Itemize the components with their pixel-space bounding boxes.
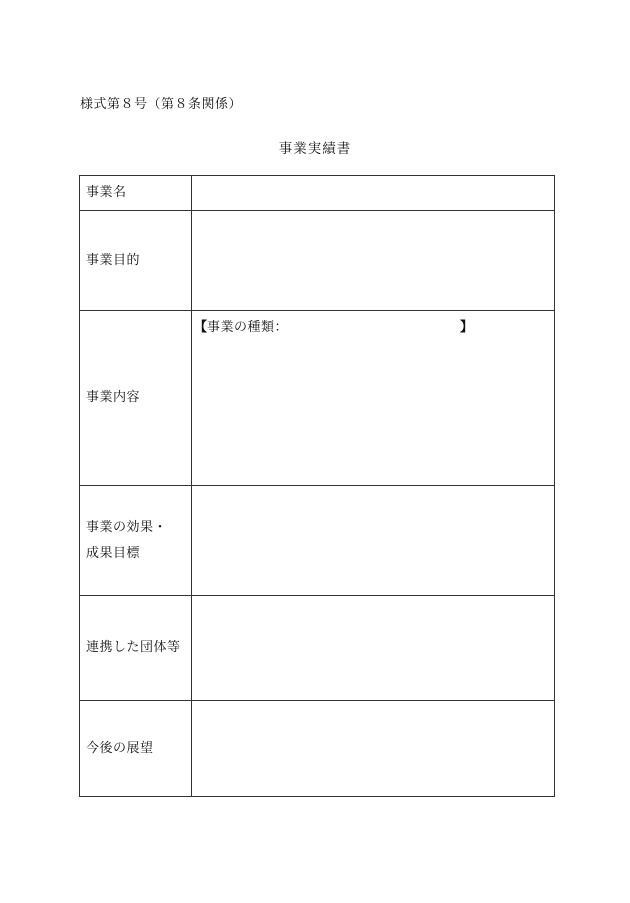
table-row-business-purpose — [80, 211, 555, 311]
business-purpose-label: 事業目的 — [80, 211, 192, 311]
business-effect-label-line1: 事業の効果・ — [86, 519, 168, 535]
business-purpose-field[interactable] — [192, 211, 555, 311]
table-row-business-content — [80, 311, 555, 486]
future-outlook-label: 今後の展望 — [80, 701, 192, 797]
business-effect-label-line2: 成果目標 — [86, 545, 141, 561]
business-report-table — [79, 175, 555, 797]
business-effect-label — [80, 486, 192, 596]
table-row-business-effect — [80, 486, 555, 596]
business-name-label: 事業名 — [80, 176, 192, 211]
business-name-field[interactable] — [192, 176, 555, 211]
table-row-partner-organizations — [80, 596, 555, 701]
document-title: 事業実績書 — [278, 141, 352, 157]
business-type-close-bracket: 】 — [460, 320, 474, 335]
partner-organizations-label: 連携した団体等 — [80, 596, 192, 701]
business-content-label: 事業内容 — [80, 311, 192, 486]
table-row-business-name — [80, 176, 555, 211]
business-type-line — [192, 311, 554, 335]
business-effect-field[interactable] — [192, 486, 555, 596]
business-type-label: 事業の種類： — [207, 320, 289, 335]
partner-organizations-field[interactable] — [192, 596, 555, 701]
future-outlook-field[interactable] — [192, 701, 555, 797]
table-row-future-outlook — [80, 701, 555, 797]
business-content-field[interactable] — [192, 311, 555, 486]
form-number: 様式第８号（第８条関係） — [80, 97, 243, 112]
business-type-open-bracket: 【 — [194, 320, 208, 335]
